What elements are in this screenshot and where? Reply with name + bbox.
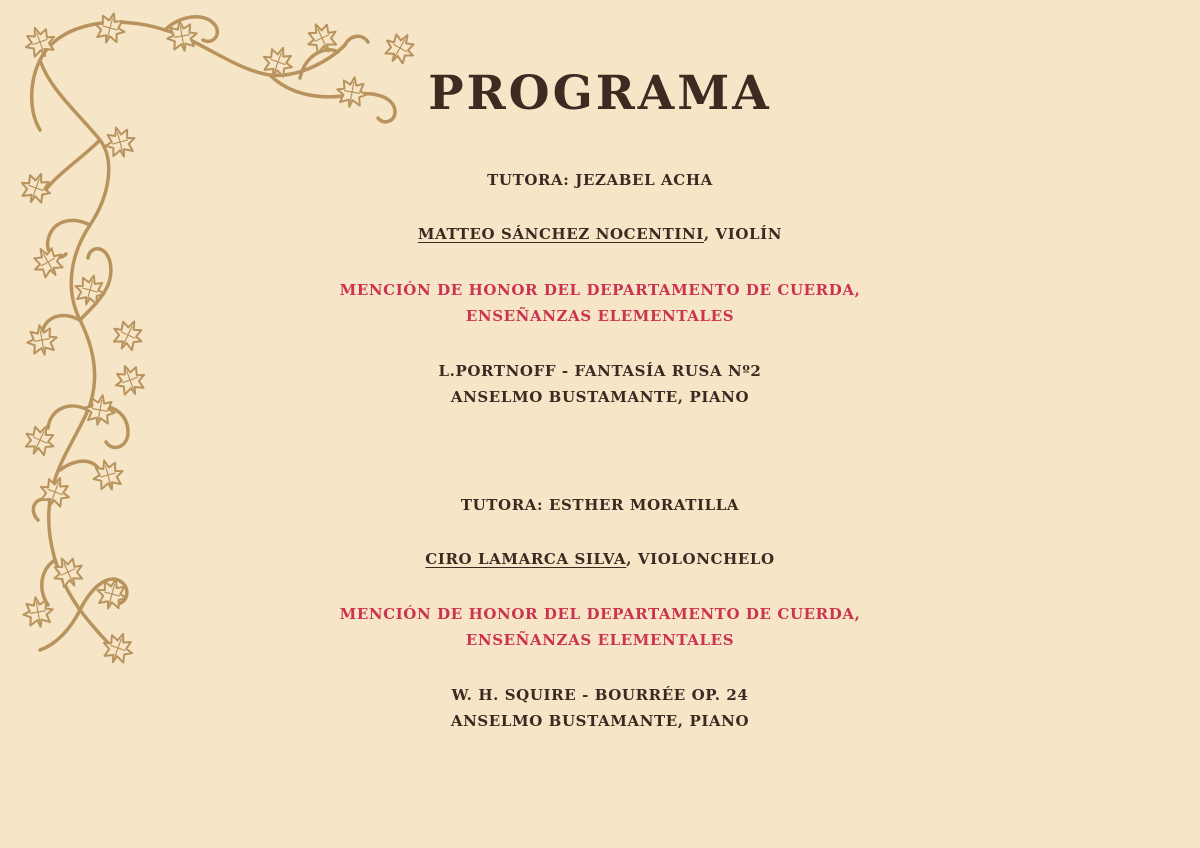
work-title: W. H. SQUIRE - BOURRÉE OP. 24 — [451, 686, 749, 704]
performer-name: CIRO LAMARCA SILVA — [425, 550, 627, 568]
honor-line: ENSEÑANZAS ELEMENTALES — [465, 307, 735, 325]
honor-line: ENSEÑANZAS ELEMENTALES — [465, 631, 735, 649]
performer-line — [300, 548, 900, 570]
work-title: L.PORTNOFF - FANTASÍA RUSA Nº2 — [438, 362, 762, 380]
page-title: PROGRAMA — [428, 66, 772, 121]
performer-line — [300, 223, 900, 245]
performer-instrument: , VIOLONCHELO — [626, 550, 775, 568]
performer-instrument: , VIOLÍN — [703, 225, 783, 243]
performer-name: MATTEO SÁNCHEZ NOCENTINI — [417, 225, 704, 243]
accompanist: ANSELMO BUSTAMANTE, PIANO — [450, 712, 750, 730]
tutor-label: TUTORA: JEZABEL ACHA — [487, 171, 713, 189]
accompanist: ANSELMO BUSTAMANTE, PIANO — [450, 388, 750, 406]
tutor-label: TUTORA: ESTHER MORATILLA — [460, 496, 740, 514]
honor-line: MENCIÓN DE HONOR DEL DEPARTAMENTO DE CUERDA, — [339, 281, 861, 299]
honor-line: MENCIÓN DE HONOR DEL DEPARTAMENTO DE CUERDA, — [339, 605, 861, 623]
